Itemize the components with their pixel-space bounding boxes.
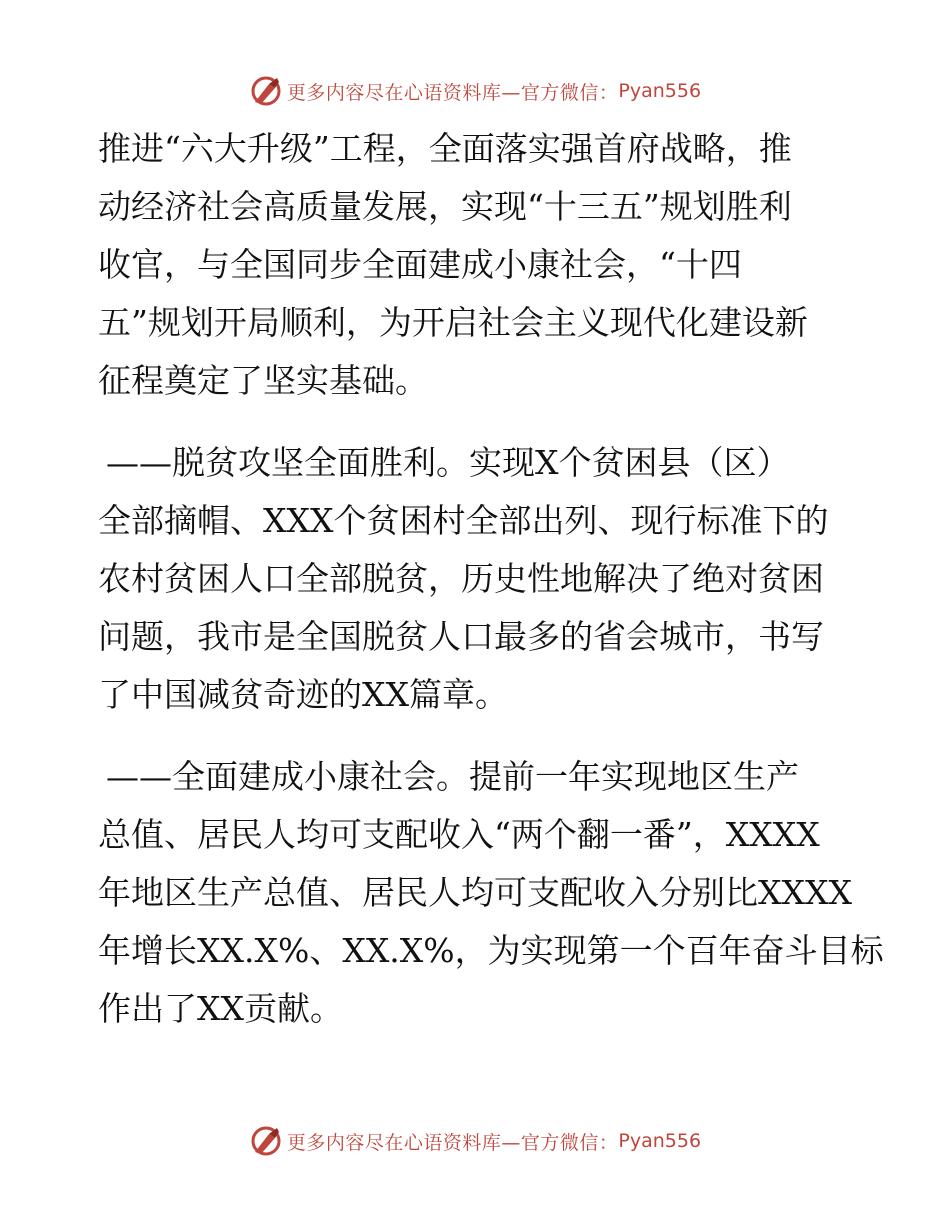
text-line: 年增长XX.X%、XX.X%，为实现第一个百年奋斗目标: [98, 931, 884, 970]
header-watermark: [0, 74, 950, 108]
text-line: ——脱贫攻坚全面胜利。实现X个贫困县（区）: [106, 443, 790, 482]
pen-nib-seal-icon: [249, 1124, 283, 1158]
text-line: 推进“六大升级”工程，全面落实强首府战略，推: [98, 129, 792, 168]
document-body: [98, 120, 884, 1038]
text-line: 五”规划开局顺利，为开启社会主义现代化建设新: [98, 303, 808, 342]
watermark-text: 更多内容尽在心语资料库—官方微信：: [286, 1131, 619, 1154]
text-line: 年地区生产总值、居民人均可支配收入分别比XXXX: [98, 873, 852, 912]
text-line: 作出了XX贡献。: [98, 989, 343, 1028]
paragraph-2: [98, 434, 858, 724]
paragraph-1: [98, 120, 858, 410]
text-line: 总值、居民人均可支配收入“两个翻一番”，XXXX: [98, 815, 820, 854]
text-line: 征程奠定了坚实基础。: [98, 361, 428, 400]
watermark-contact: Pyan556: [618, 1130, 702, 1152]
text-line: ——全面建成小康社会。提前一年实现地区生产: [106, 757, 799, 796]
paragraph-3: [98, 748, 884, 1038]
watermark-text: 更多内容尽在心语资料库—官方微信：: [286, 81, 619, 104]
text-line: 收官，与全国同步全面建成小康社会，“十四: [98, 245, 742, 284]
text-line: 农村贫困人口全部脱贫，历史性地解决了绝对贫困: [98, 559, 824, 598]
text-line: 了中国减贫奇迹的XX篇章。: [98, 675, 508, 714]
text-line: 全部摘帽、XXX个贫困村全部出列、现行标准下的: [98, 501, 829, 540]
pen-nib-seal-icon: [249, 74, 283, 108]
watermark-contact: Pyan556: [618, 80, 702, 102]
text-line: 动经济社会高质量发展，实现“十三五”规划胜利: [98, 187, 792, 226]
text-line: 问题，我市是全国脱贫人口最多的省会城市，书写: [98, 617, 824, 656]
footer-watermark: [0, 1124, 950, 1158]
